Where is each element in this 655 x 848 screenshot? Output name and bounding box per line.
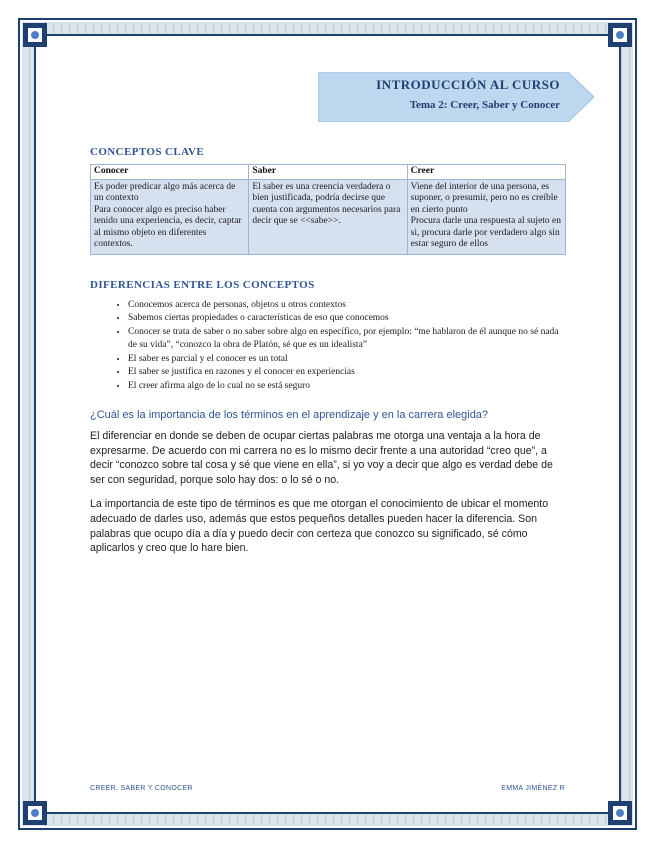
header-banner — [318, 72, 594, 122]
footer-title: CREER, SABER Y CONOCER — [90, 785, 193, 792]
paragraph: El diferenciar en donde se deben de ocupar ciertas palabras me otorga una ventaja a la hora de expresarme. De acuerdo con mi carrera no es lo mismo decir frente a una autoridad “creo que”, a decir “conozco sobre tal cosa y sé que viene en ella”, si yo voy a decir que algo es verdad debe de ser con seguridad, porque solo hay dos: o lo sé o no. — [90, 430, 553, 486]
list-item: • Sabemos ciertas propiedades o características de eso que conocemos — [128, 312, 566, 326]
corner-ornament-icon — [20, 798, 50, 828]
document-title: INTRODUCCIÓN AL CURSO — [376, 77, 560, 92]
list-item: • El saber se justifica en razones y el conocer en experiencias — [128, 366, 566, 380]
table-cell-creer — [407, 179, 565, 254]
cell-text: Procura darle una respuesta al sujeto en si, procura darle por verdadero algo sin estar seguro de ellos — [410, 216, 562, 249]
section-question: ¿Cuál es la importancia de los términos en el aprendizaje y en la carrera elegida? — [90, 409, 489, 421]
list-item: • Conocer se trata de saber o no saber sobre algo en específico, por ejemplo: “me hablaron de él aunque no sé nada de su vida”, “conozco la obra de Platón, sé que es un idealista” — [128, 326, 566, 353]
cell-text: El saber es una creencia verdadera o bien justificada, podría decirse que cuenta con argumentos necesarios para decir que se <<sabe>>. — [252, 181, 401, 226]
corner-ornament-icon — [605, 798, 635, 828]
section-heading-diferencias: DIFERENCIAS ENTRE LOS CONCEPTOS — [90, 278, 315, 291]
table-cell-saber — [249, 179, 407, 254]
document-subtitle: Tema 2: Creer, Saber y Conocer — [409, 99, 560, 111]
document-body — [90, 146, 566, 556]
list-item: • El creer afirma algo de lo cual no se está seguro — [128, 380, 566, 394]
list-item: • Conocemos acerca de personas, objetos u otros contextos — [128, 299, 566, 313]
list-item: • El saber es parcial y el conocer es un total — [128, 353, 566, 367]
section-heading-conceptos: CONCEPTOS CLAVE — [90, 146, 205, 158]
cell-text: Viene del interior de una persona, es suponer, o presumir, pero no es creíble en cierto punto — [410, 181, 558, 215]
differences-list — [90, 299, 566, 394]
cell-text: Para conocer algo es preciso haber tenido una experiencia, es decir, captar al mismo objeto en diferentes contextos. — [94, 204, 242, 249]
concepts-table — [90, 164, 566, 255]
footer-author: EMMA JIMÉNEZ R — [501, 785, 565, 792]
table-cell-conocer — [91, 179, 249, 254]
paragraph: La importancia de este tipo de términos es que me otorgan el conocimiento de ubicar el momento adecuado de darles uso, además que estos pequeños detalles pueden hacer la diferencia. Son palabras que ocupo día a día y puedo decir con certeza que conozco su significado, sé cómo aplicarlos y creo que lo hare bien. — [90, 498, 549, 555]
column-header-saber: Saber — [249, 165, 407, 180]
corner-ornament-icon — [605, 20, 635, 50]
corner-ornament-icon — [20, 20, 50, 50]
column-header-creer: Creer — [407, 165, 565, 180]
cell-text: Es poder predicar algo más acerca de un contexto — [94, 181, 236, 203]
column-header-conocer: Conocer — [91, 165, 249, 180]
